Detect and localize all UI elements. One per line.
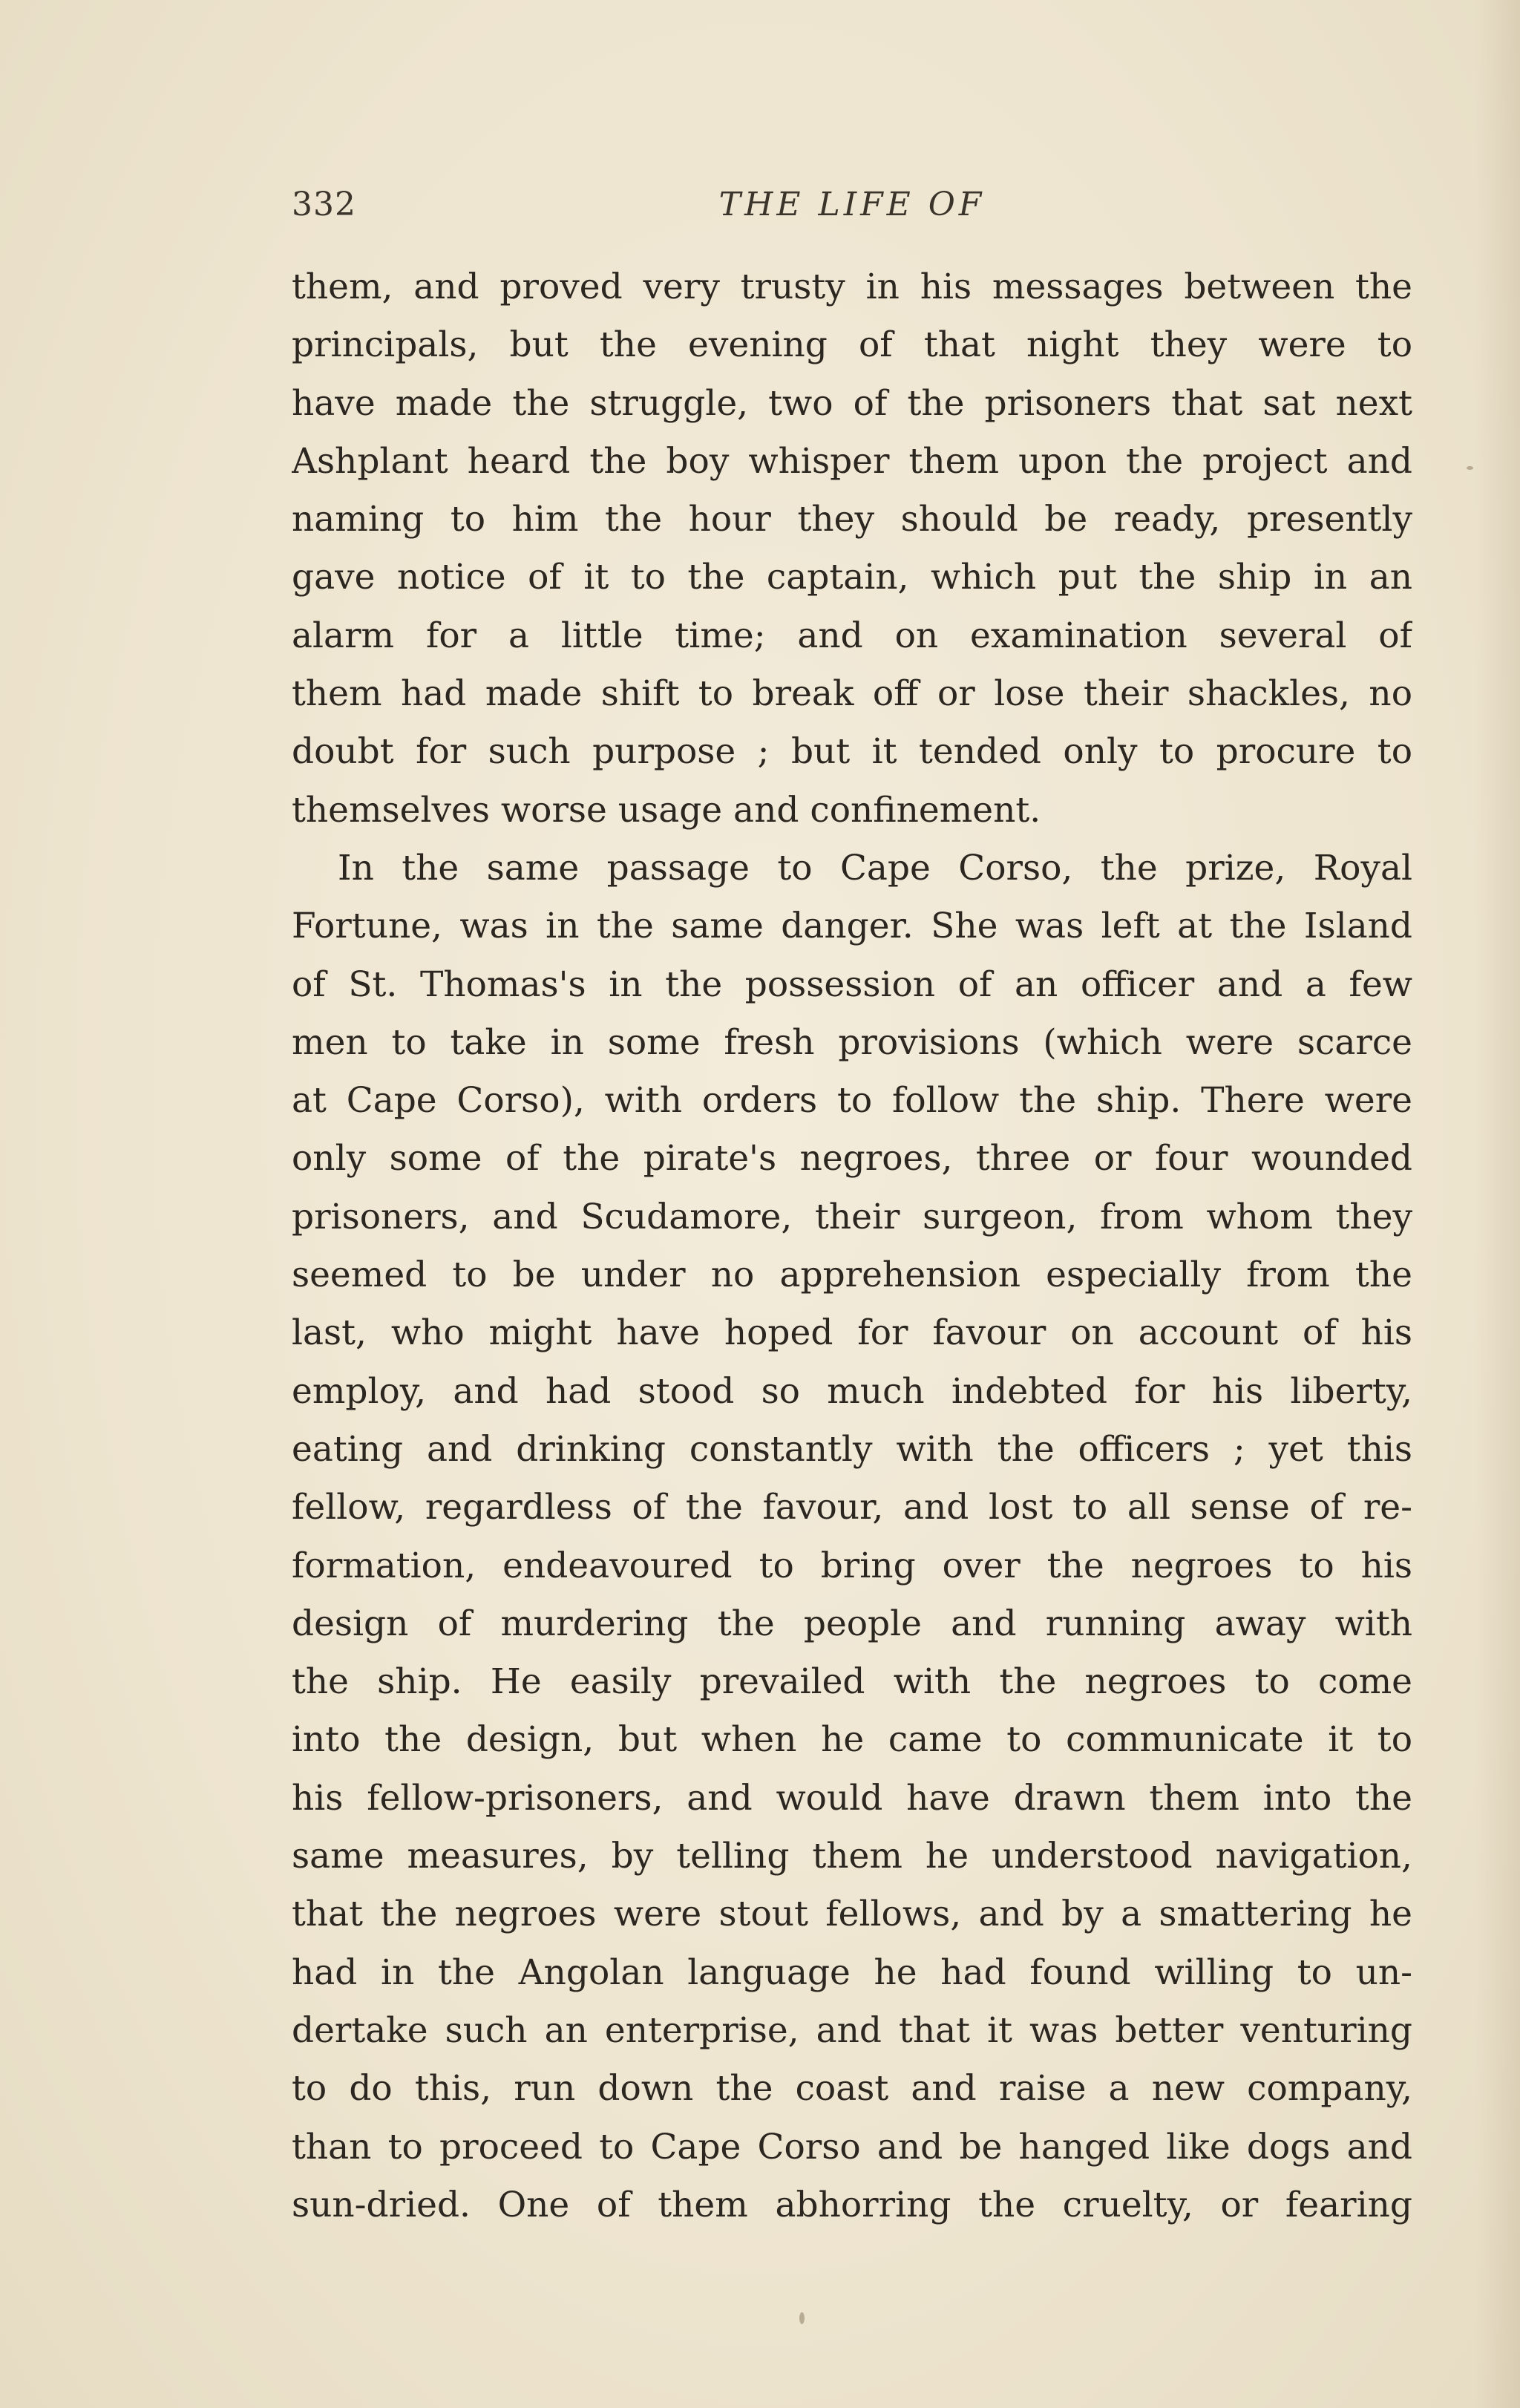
text-line: that the negroes were stout fellows, and by a smattering he bbox=[292, 1894, 1412, 1935]
text-line: naming to him the hour they should be ready, presently bbox=[292, 499, 1412, 540]
text-line: his fellow-prisoners, and would have drawn them into the bbox=[292, 1777, 1412, 1819]
text-line: have made the struggle, two of the prisoners that sat next bbox=[292, 382, 1412, 424]
text-line: fellow, regardless of the favour, and lost to all sense of re- bbox=[292, 1487, 1412, 1528]
text-line bbox=[292, 840, 1412, 897]
text-line: design of murdering the people and running away with bbox=[292, 1603, 1412, 1644]
text-line: sun-dried. One of them abhorring the cruelty, or fearing bbox=[292, 2184, 1412, 2225]
text-line: than to proceed to Cape Corso and be hanged like dogs and bbox=[292, 2126, 1412, 2167]
text-line: dertake such an enterprise, and that it was better venturing bbox=[292, 2009, 1412, 2051]
text-line: men to take in some fresh provisions (which were scarce bbox=[292, 1021, 1412, 1063]
text-line: prisoners, and Scudamore, their surgeon, from whom they bbox=[292, 1196, 1412, 1237]
text-line: Fortune, was in the same danger. She was left at the Island bbox=[292, 906, 1412, 947]
text-line: of St. Thomas's in the possession of an officer and a few bbox=[292, 963, 1412, 1005]
text-line: same measures, by telling them he understood navigation, bbox=[292, 1836, 1412, 1877]
running-title: THE LIFE OF bbox=[718, 186, 986, 223]
text-line: principals, but the evening of that night they were to bbox=[292, 324, 1412, 366]
ink-speck bbox=[799, 2312, 805, 2324]
text-line: themselves worse usage and confinement. bbox=[292, 789, 1041, 831]
text-line: seemed to be under no apprehension especially from the bbox=[292, 1254, 1412, 1296]
text-line: at Cape Corso), with orders to follow the ship. There were bbox=[292, 1080, 1412, 1122]
text-line: employ, and had stood so much indebted for his liberty, bbox=[292, 1370, 1412, 1412]
text-line: them had made shift to break off or lose their shackles, no bbox=[292, 673, 1412, 715]
text-line: into the design, but when he came to communicate it to bbox=[292, 1719, 1412, 1761]
text-line: formation, endeavoured to bring over the negroes to his bbox=[292, 1545, 1412, 1586]
ink-speck bbox=[1467, 466, 1473, 470]
body-text bbox=[292, 258, 1412, 2234]
text-line: last, who might have hoped for favour on account of his bbox=[292, 1312, 1412, 1354]
text-line: Ashplant heard the boy whisper them upon the project and bbox=[292, 440, 1412, 482]
text-line: gave notice of it to the captain, which put the ship in an bbox=[292, 557, 1412, 598]
page-header bbox=[292, 186, 1412, 238]
text-line: them, and proved very trusty in his messages between the bbox=[292, 266, 1412, 307]
text-line: alarm for a little time; and on examination several of bbox=[292, 615, 1412, 656]
text-line: to do this, run down the coast and raise a new company, bbox=[292, 2068, 1412, 2110]
text-line: the ship. He easily prevailed with the negroes to come bbox=[292, 1661, 1412, 1703]
page-number: 332 bbox=[292, 186, 356, 223]
text-line: doubt for such purpose ; but it tended only to procure to bbox=[292, 731, 1412, 773]
text-line: only some of the pirate's negroes, three or four wounded bbox=[292, 1138, 1412, 1180]
text-line: eating and drinking constantly with the officers ; yet this bbox=[292, 1428, 1412, 1470]
text-line: had in the Angolan language he had found willing to un- bbox=[292, 1951, 1412, 1993]
text-line-part: In the same passage to Cape Corso, the prize, Royal bbox=[338, 847, 1412, 889]
